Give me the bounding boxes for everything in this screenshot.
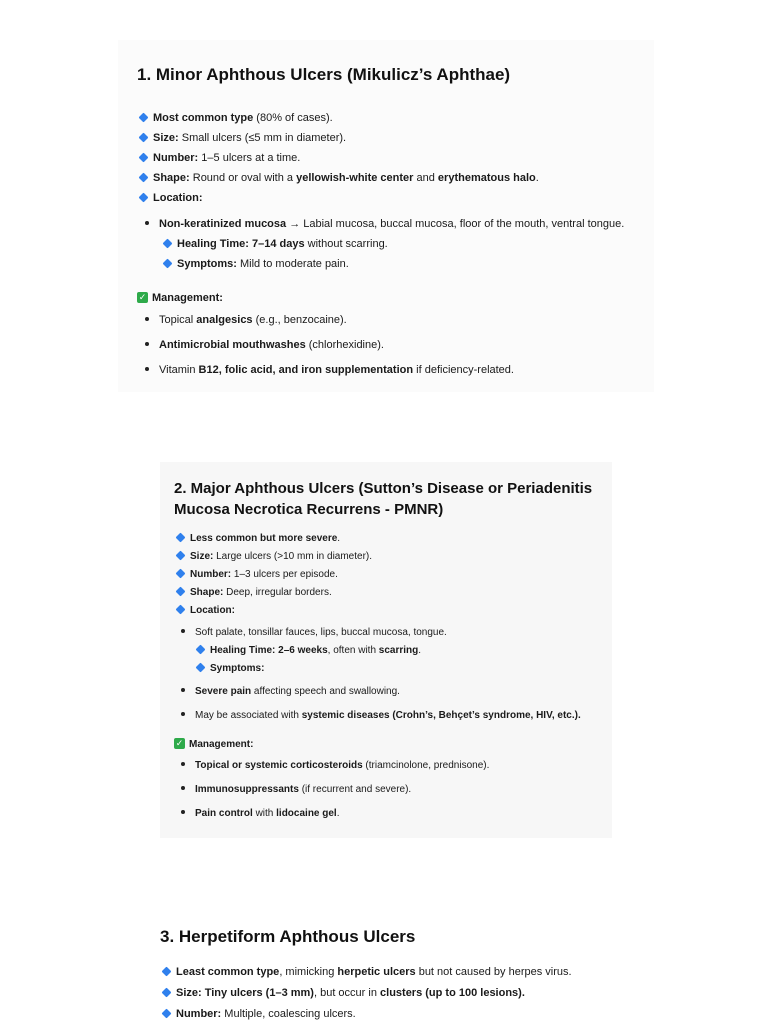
text: (if recurrent and severe). <box>298 784 412 795</box>
check-mark-button-icon: ✓ <box>175 738 184 749</box>
text: (e.g., benzocaine). <box>252 314 347 326</box>
section2-item-shape <box>174 584 614 602</box>
section1-item-number <box>137 148 657 168</box>
text: (80% of cases). <box>253 112 333 124</box>
label: Size: <box>190 551 214 562</box>
label: Size: Tiny ulcers (1–3 mm) <box>176 987 314 999</box>
section3-item-least-common <box>160 962 660 983</box>
section1-item-shape <box>137 168 657 188</box>
small-blue-diamond-icon <box>139 193 149 203</box>
bullet-icon <box>181 810 185 814</box>
emphasis: scarring <box>378 645 419 656</box>
section2-title: 2. Major Aphthous Ulcers (Sutton’s Disease or Periadenitis Mucosa Necrotica Recurrens - PMNR) <box>174 480 593 518</box>
small-blue-diamond-icon <box>139 133 149 143</box>
bullet-icon <box>145 367 149 371</box>
text: . <box>336 808 340 819</box>
section1-item-most-common <box>137 108 657 128</box>
small-blue-diamond-icon <box>139 153 149 163</box>
bullet-icon <box>181 762 185 766</box>
text: , mimicking <box>279 966 338 978</box>
text: without scarring. <box>304 238 388 250</box>
label: Number: <box>176 1008 222 1020</box>
small-blue-diamond-icon <box>176 551 186 561</box>
check-mark-button-icon: ✓ <box>138 292 147 303</box>
text: but not caused by herpes virus. <box>415 966 572 978</box>
text: affecting speech and swallowing. <box>251 686 400 697</box>
section2-management-item <box>174 754 614 778</box>
small-blue-diamond-icon <box>139 173 149 183</box>
emphasis: lidocaine gel <box>276 808 337 819</box>
small-blue-diamond-icon <box>162 1009 172 1019</box>
text: Large ulcers (>10 mm in diameter). <box>213 551 373 562</box>
section2-item-healing <box>174 642 614 660</box>
section2-item-size <box>174 548 614 566</box>
section1-item-size <box>137 128 657 148</box>
small-blue-diamond-icon <box>196 645 206 655</box>
section2-item-symptoms <box>174 660 614 678</box>
label: Most common type <box>153 112 254 124</box>
text: (chlorhexidine). <box>305 339 384 351</box>
section2-symptom-item <box>174 704 614 728</box>
label: Shape: <box>153 172 190 184</box>
section1-location-item <box>137 214 657 234</box>
small-blue-diamond-icon <box>176 533 186 543</box>
emphasis: yellowish-white center <box>296 172 414 184</box>
section3-item-size <box>160 983 660 1004</box>
section1-item-symptoms <box>137 254 657 274</box>
emphasis: analgesics <box>196 314 253 326</box>
text: with <box>252 808 277 819</box>
small-blue-diamond-icon <box>176 587 186 597</box>
label: Number: <box>153 152 199 164</box>
text: Multiple, coalescing ulcers. <box>221 1008 356 1020</box>
section2-item-location <box>174 602 614 620</box>
section3-item-number <box>160 1004 660 1025</box>
label: Location: <box>190 605 235 616</box>
small-blue-diamond-icon <box>176 569 186 579</box>
text: , but occur in <box>313 987 381 999</box>
bullet-icon <box>145 317 149 321</box>
text: Small ulcers (≤5 mm in diameter). <box>178 132 347 144</box>
text: Vitamin <box>159 364 199 376</box>
small-blue-diamond-icon <box>176 605 186 615</box>
bullet-icon <box>145 221 149 225</box>
text: 1–3 ulcers per episode. <box>231 569 338 580</box>
section1-item-location <box>137 188 657 208</box>
emphasis: erythematous halo <box>437 172 536 184</box>
label: Location: <box>153 192 203 204</box>
label: Management: <box>152 292 223 304</box>
section1-item-healing <box>137 234 657 254</box>
text: if deficiency-related. <box>413 364 514 376</box>
section-major-aphthous <box>174 478 614 826</box>
text: . <box>535 172 539 184</box>
text: May be associated with <box>195 710 302 721</box>
section1-management-item <box>137 333 657 358</box>
label: Less common but more severe <box>190 533 338 544</box>
emphasis: B12, folic acid, and iron supplementation <box>198 364 414 376</box>
bullet-icon <box>181 688 185 692</box>
label: Management: <box>189 739 254 750</box>
text: . <box>337 533 341 544</box>
section1-management-item <box>137 358 657 383</box>
emphasis: Severe pain <box>195 686 252 697</box>
label: Least common type <box>176 966 280 978</box>
label: Symptoms: <box>210 663 265 674</box>
emphasis: Antimicrobial mouthwashes <box>159 339 306 351</box>
label: Healing Time: 2–6 weeks <box>210 645 328 656</box>
text: , often with <box>327 645 379 656</box>
small-blue-diamond-icon <box>163 239 173 249</box>
section2-item-less-common <box>174 530 614 548</box>
label: Shape: <box>190 587 224 598</box>
text: Round or oval with a <box>189 172 297 184</box>
section-minor-aphthous <box>137 64 657 383</box>
section2-management-item <box>174 802 614 826</box>
bullet-icon <box>181 629 185 633</box>
text: Mild to moderate pain. <box>236 258 349 270</box>
section1-management-heading <box>137 288 657 308</box>
emphasis: Topical or systemic corticosteroids <box>195 760 363 771</box>
emphasis: clusters (up to 100 lesions). <box>380 987 525 999</box>
section3-title: 3. Herpetiform Aphthous Ulcers <box>160 927 416 946</box>
emphasis: systemic diseases (Crohn’s, Behçet’s syndrome, HIV, etc.). <box>301 710 581 721</box>
text: Deep, irregular borders. <box>223 587 332 598</box>
text: → Labial mucosa, buccal mucosa, floor of the mouth, ventral tongue. <box>286 218 625 230</box>
section1-management-item <box>137 308 657 333</box>
section2-management-item <box>174 778 614 802</box>
small-blue-diamond-icon <box>196 663 206 673</box>
text: Topical <box>159 314 197 326</box>
label: Symptoms: <box>177 258 237 270</box>
bullet-icon <box>181 786 185 790</box>
emphasis: Non-keratinized mucosa <box>159 218 287 230</box>
label: Number: <box>190 569 232 580</box>
section1-title: 1. Minor Aphthous Ulcers (Mikulicz’s Aphthae) <box>137 65 511 84</box>
small-blue-diamond-icon <box>162 988 172 998</box>
section2-symptom-item <box>174 680 614 704</box>
emphasis: Immunosuppressants <box>195 784 299 795</box>
small-blue-diamond-icon <box>162 967 172 977</box>
small-blue-diamond-icon <box>163 259 173 269</box>
small-blue-diamond-icon <box>139 113 149 123</box>
text: . <box>418 645 422 656</box>
bullet-icon <box>145 342 149 346</box>
section-herpetiform-aphthous <box>160 926 660 1025</box>
bullet-icon <box>181 712 185 716</box>
text: (triamcinolone, prednisone). <box>362 760 490 771</box>
section2-item-number <box>174 566 614 584</box>
text: 1–5 ulcers at a time. <box>198 152 301 164</box>
emphasis: herpetic ulcers <box>337 966 416 978</box>
label: Size: <box>153 132 179 144</box>
section2-location-item <box>174 624 614 642</box>
text: and <box>413 172 438 184</box>
section2-management-heading <box>174 736 614 754</box>
emphasis: Pain control <box>195 808 253 819</box>
label: Healing Time: 7–14 days <box>177 238 305 250</box>
text: Soft palate, tonsillar fauces, lips, buccal mucosa, tongue. <box>195 627 447 638</box>
